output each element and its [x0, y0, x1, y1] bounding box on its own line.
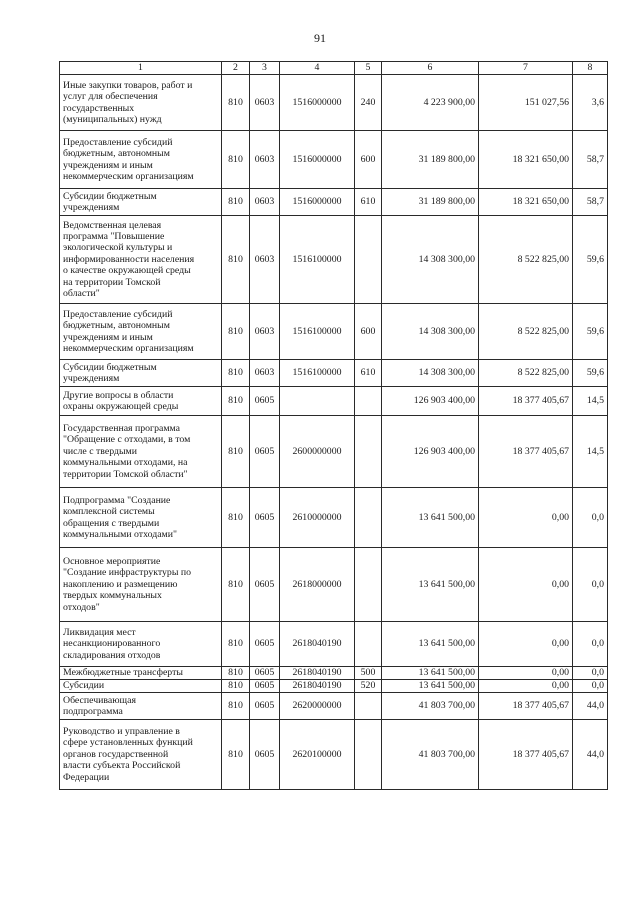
plan-amount-cell: 13 641 500,00: [382, 488, 479, 548]
admin-code-cell: 810: [222, 416, 250, 488]
actual-amount-cell: 0,00: [479, 488, 573, 548]
plan-amount-cell: 13 641 500,00: [382, 680, 479, 693]
percent-cell: 59,6: [573, 304, 608, 360]
percent-cell: 0,0: [573, 622, 608, 667]
admin-code-cell: 810: [222, 75, 250, 131]
header-cell: 5: [355, 62, 382, 75]
admin-code-cell: 810: [222, 693, 250, 720]
target-code-cell: 2618040190: [280, 667, 355, 680]
plan-amount-cell: 31 189 800,00: [382, 189, 479, 216]
row-name-cell: Субсидии бюджетным учреждениям: [60, 189, 222, 216]
expense-type-cell: 600: [355, 131, 382, 189]
expense-type-cell: [355, 387, 382, 416]
plan-amount-cell: 13 641 500,00: [382, 622, 479, 667]
target-code-cell: 2610000000: [280, 488, 355, 548]
header-cell: 2: [222, 62, 250, 75]
plan-amount-cell: 126 903 400,00: [382, 387, 479, 416]
row-name-cell: Государственная программа "Обращение с отходами, в том числе с твердыми коммунальными отходами, на территории Томской области": [60, 416, 222, 488]
table-row: [60, 75, 608, 131]
table-row: [60, 189, 608, 216]
section-code-cell: 0603: [250, 216, 280, 304]
admin-code-cell: 810: [222, 131, 250, 189]
admin-code-cell: 810: [222, 622, 250, 667]
actual-amount-cell: 151 027,56: [479, 75, 573, 131]
admin-code-cell: 810: [222, 667, 250, 680]
table-row: [60, 693, 608, 720]
plan-amount-cell: 41 803 700,00: [382, 693, 479, 720]
actual-amount-cell: 18 377 405,67: [479, 693, 573, 720]
percent-cell: 44,0: [573, 720, 608, 790]
section-code-cell: 0605: [250, 680, 280, 693]
section-code-cell: 0603: [250, 360, 280, 387]
budget-table: [59, 61, 608, 790]
section-code-cell: 0603: [250, 304, 280, 360]
row-name-cell: Основное мероприятие "Создание инфраструктуры по накоплению и размещению твердых коммунальных отходов": [60, 548, 222, 622]
target-code-cell: 2620100000: [280, 720, 355, 790]
section-code-cell: 0605: [250, 548, 280, 622]
table-row: [60, 720, 608, 790]
expense-type-cell: 500: [355, 667, 382, 680]
target-code-cell: 2600000000: [280, 416, 355, 488]
row-name-cell: Предоставление субсидий бюджетным, автономным учреждениям и иным некоммерческим организациям: [60, 131, 222, 189]
admin-code-cell: 810: [222, 189, 250, 216]
section-code-cell: 0605: [250, 416, 280, 488]
section-code-cell: 0605: [250, 720, 280, 790]
expense-type-cell: [355, 693, 382, 720]
percent-cell: 14,5: [573, 387, 608, 416]
expense-type-cell: [355, 216, 382, 304]
row-name-cell: Иные закупки товаров, работ и услуг для обеспечения государственных (муниципальных) нужд: [60, 75, 222, 131]
plan-amount-cell: 31 189 800,00: [382, 131, 479, 189]
section-code-cell: 0605: [250, 387, 280, 416]
section-code-cell: 0603: [250, 75, 280, 131]
percent-cell: 58,7: [573, 189, 608, 216]
table-row: [60, 667, 608, 680]
section-code-cell: 0605: [250, 693, 280, 720]
actual-amount-cell: 18 321 650,00: [479, 189, 573, 216]
admin-code-cell: 810: [222, 304, 250, 360]
plan-amount-cell: 13 641 500,00: [382, 667, 479, 680]
target-code-cell: 1516100000: [280, 304, 355, 360]
table-row: [60, 304, 608, 360]
target-code-cell: 2620000000: [280, 693, 355, 720]
admin-code-cell: 810: [222, 216, 250, 304]
admin-code-cell: 810: [222, 488, 250, 548]
actual-amount-cell: 8 522 825,00: [479, 360, 573, 387]
section-code-cell: 0603: [250, 189, 280, 216]
expense-type-cell: 610: [355, 360, 382, 387]
section-code-cell: 0605: [250, 488, 280, 548]
target-code-cell: [280, 387, 355, 416]
expense-type-cell: [355, 416, 382, 488]
admin-code-cell: 810: [222, 548, 250, 622]
expense-type-cell: [355, 488, 382, 548]
plan-amount-cell: 14 308 300,00: [382, 216, 479, 304]
header-cell: 6: [382, 62, 479, 75]
row-name-cell: Ликвидация мест несанкционированного складирования отходов: [60, 622, 222, 667]
actual-amount-cell: 0,00: [479, 680, 573, 693]
table-row: [60, 622, 608, 667]
actual-amount-cell: 0,00: [479, 667, 573, 680]
actual-amount-cell: 18 377 405,67: [479, 416, 573, 488]
expense-type-cell: [355, 548, 382, 622]
percent-cell: 59,6: [573, 360, 608, 387]
plan-amount-cell: 14 308 300,00: [382, 360, 479, 387]
target-code-cell: 1516000000: [280, 75, 355, 131]
expense-type-cell: 240: [355, 75, 382, 131]
percent-cell: 59,6: [573, 216, 608, 304]
header-cell: 4: [280, 62, 355, 75]
expense-type-cell: 610: [355, 189, 382, 216]
header-cell: 3: [250, 62, 280, 75]
table-row: [60, 387, 608, 416]
row-name-cell: Межбюджетные трансферты: [60, 667, 222, 680]
table-row: [60, 548, 608, 622]
section-code-cell: 0603: [250, 131, 280, 189]
plan-amount-cell: 41 803 700,00: [382, 720, 479, 790]
percent-cell: 0,0: [573, 488, 608, 548]
expense-type-cell: 520: [355, 680, 382, 693]
actual-amount-cell: 18 321 650,00: [479, 131, 573, 189]
expense-type-cell: [355, 622, 382, 667]
percent-cell: 44,0: [573, 693, 608, 720]
row-name-cell: Субсидии бюджетным учреждениям: [60, 360, 222, 387]
admin-code-cell: 810: [222, 360, 250, 387]
table-row: [60, 416, 608, 488]
target-code-cell: 1516100000: [280, 360, 355, 387]
row-name-cell: Другие вопросы в области охраны окружающей среды: [60, 387, 222, 416]
expense-type-cell: 600: [355, 304, 382, 360]
target-code-cell: 1516100000: [280, 216, 355, 304]
percent-cell: 0,0: [573, 680, 608, 693]
admin-code-cell: 810: [222, 680, 250, 693]
admin-code-cell: 810: [222, 387, 250, 416]
table-row: [60, 216, 608, 304]
percent-cell: 0,0: [573, 667, 608, 680]
actual-amount-cell: 18 377 405,67: [479, 720, 573, 790]
target-code-cell: 2618000000: [280, 548, 355, 622]
plan-amount-cell: 126 903 400,00: [382, 416, 479, 488]
row-name-cell: Обеспечивающая подпрограмма: [60, 693, 222, 720]
section-code-cell: 0605: [250, 622, 280, 667]
percent-cell: 0,0: [573, 548, 608, 622]
section-code-cell: 0605: [250, 667, 280, 680]
table-row: [60, 488, 608, 548]
header-cell: 8: [573, 62, 608, 75]
header-cell: 7: [479, 62, 573, 75]
row-name-cell: Ведомственная целевая программа "Повышение экологической культуры и информированности населения о качестве окружающей среды на территории Томской области": [60, 216, 222, 304]
table-row: [60, 680, 608, 693]
plan-amount-cell: 4 223 900,00: [382, 75, 479, 131]
row-name-cell: Руководство и управление в сфере установленных функций органов государственной власти субъекта Российской Федерации: [60, 720, 222, 790]
page-number: 91: [314, 31, 326, 45]
percent-cell: 58,7: [573, 131, 608, 189]
actual-amount-cell: 0,00: [479, 622, 573, 667]
row-name-cell: Предоставление субсидий бюджетным, автономным учреждениям и иным некоммерческим организациям: [60, 304, 222, 360]
actual-amount-cell: 8 522 825,00: [479, 216, 573, 304]
percent-cell: 3,6: [573, 75, 608, 131]
header-row: [60, 62, 608, 75]
target-code-cell: 1516000000: [280, 131, 355, 189]
table-row: [60, 131, 608, 189]
table-row: [60, 360, 608, 387]
actual-amount-cell: 0,00: [479, 548, 573, 622]
admin-code-cell: 810: [222, 720, 250, 790]
actual-amount-cell: 18 377 405,67: [479, 387, 573, 416]
percent-cell: 14,5: [573, 416, 608, 488]
row-name-cell: Подпрограмма "Создание комплексной системы обращения с твердыми коммунальными отходами": [60, 488, 222, 548]
plan-amount-cell: 13 641 500,00: [382, 548, 479, 622]
target-code-cell: 2618040190: [280, 680, 355, 693]
actual-amount-cell: 8 522 825,00: [479, 304, 573, 360]
header-cell: 1: [60, 62, 222, 75]
expense-type-cell: [355, 720, 382, 790]
target-code-cell: 2618040190: [280, 622, 355, 667]
row-name-cell: Субсидии: [60, 680, 222, 693]
plan-amount-cell: 14 308 300,00: [382, 304, 479, 360]
target-code-cell: 1516000000: [280, 189, 355, 216]
